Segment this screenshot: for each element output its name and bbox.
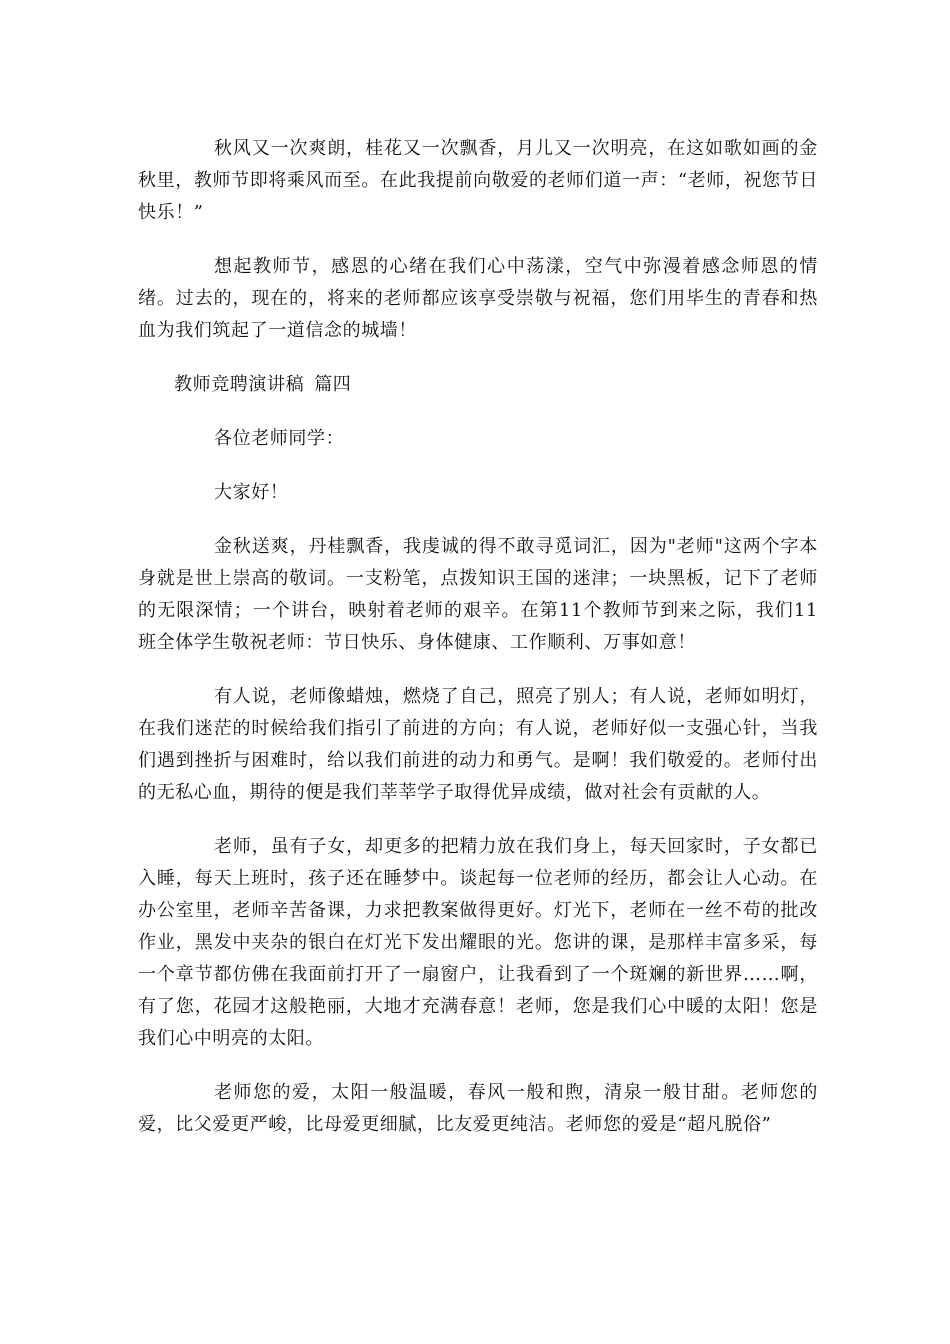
section-title: 教师竞聘演讲稿 (174, 374, 305, 395)
document-body (138, 133, 818, 1141)
paragraph-golden-autumn: 金秋送爽，丹桂飘香，我虔诚的得不敢寻觅词汇，因为"老师"这两个字本身就是世上崇高的敬词。一支粉笔，点拨知识王国的迷津；一块黑板，记下了老师的无限深情；一个讲台，映射着老师的艰辛。在第11个教师节到来之际，我们11班全体学生敬祝老师：节日快乐、身体健康、工作顺利、万事如意！ (138, 536, 818, 653)
section-number: 篇四 (314, 374, 352, 395)
paragraph-gratitude: 想起教师节，感恩的心绪在我们心中荡漾，空气中弥漫着感念师恩的情绪。过去的，现在的，将来的老师都应该享受崇敬与祝福，您们用毕生的青春和热血为我们筑起了一道信念的城墙！ (138, 256, 818, 341)
paragraph-dedication: 老师，虽有子女，却更多的把精力放在我们身上，每天回家时，子女都已入睡，每天上班时，孩子还在睡梦中。谈起每一位老师的经历，都会让人心动。在办公室里，老师辛苦备课，力求把教案做得更好。灯光下，老师在一丝不苟的批改作业，黑发中夹杂的银白在灯光下发出耀眼的光。您讲的课，是那样丰富多采，每一个章节都仿佛在我面前打开了一扇窗户，让我看到了一个斑斓的新世界……啊，有了您，花园才这般艳丽，大地才充满春意！老师，您是我们心中暖的太阳！您是我们心中明亮的太阳。 (138, 836, 818, 1049)
section-heading (138, 369, 818, 401)
paragraph-teacher-love: 老师您的爱，太阳一般温暖，春风一般和煦，清泉一般甘甜。老师您的爱，比父爱更严峻，比母爱更细腻，比友爱更纯洁。老师您的爱是“超凡脱俗” (138, 1082, 818, 1135)
greeting: 大家好！ (214, 482, 289, 503)
paragraph-candle: 有人说，老师像蜡烛，燃烧了自己，照亮了别人；有人说，老师如明灯，在我们迷茫的时候给我们指引了前进的方向；有人说，老师好似一支强心针，当我们遇到挫折与困难时，给以我们前进的动力和勇气。是啊！我们敬爱的。老师付出的无私心血，期待的便是我们莘莘学子取得优异成绩，做对社会有贡献的人。 (138, 686, 818, 803)
salutation: 各位老师同学： (214, 428, 345, 449)
paragraph-autumn: 秋风又一次爽朗，桂花又一次飘香，月儿又一次明亮，在这如歌如画的金秋里，教师节即将乘风而至。在此我提前向敬爱的老师们道一声：“老师，祝您节日快乐！” (138, 138, 818, 223)
